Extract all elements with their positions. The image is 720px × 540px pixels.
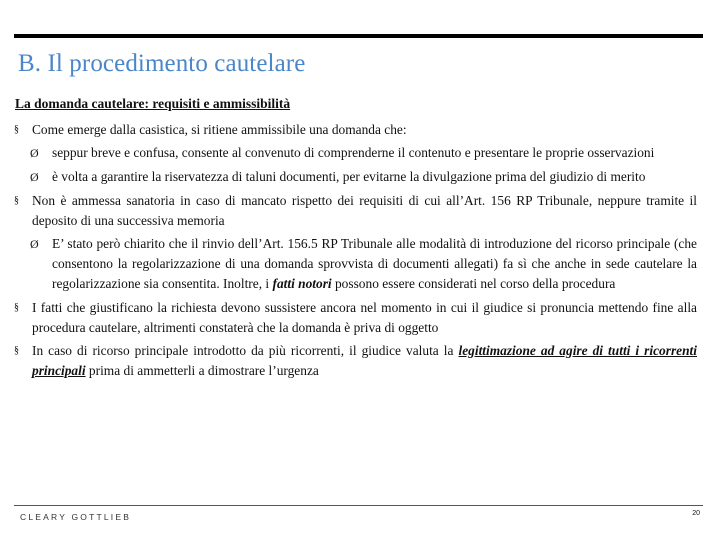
sub-bullet-text bbox=[52, 236, 697, 291]
bullet-text: I fatti che giustificano la richiesta devono sussistere ancora nel momento in cui il giudice si pronuncia mettendo fine alla procedura cautelare, altrimenti constaterà che la domanda è priva di oggetto bbox=[32, 300, 697, 335]
bullet-text: Come emerge dalla casistica, si ritiene ammissibile una domanda che: bbox=[32, 122, 407, 137]
slide-title: B. Il procedimento cautelare bbox=[18, 50, 306, 77]
sub-bullet-item bbox=[14, 167, 697, 187]
bullet-item bbox=[14, 191, 697, 231]
text-run: possono essere considerati nel corso della procedura bbox=[331, 276, 616, 291]
bullet-icon: § bbox=[14, 124, 19, 135]
bullet-item bbox=[14, 341, 697, 381]
arrow-icon: Ø bbox=[30, 237, 39, 251]
text-run: prima di ammetterli a dimostrare l’urgenza bbox=[85, 363, 319, 378]
emphasis-text: fatti notori bbox=[272, 276, 332, 291]
sub-bullet-text: seppur breve e confusa, consente al convenuto di comprenderne il contenuto e presentare le proprie osservazioni bbox=[52, 145, 655, 160]
top-divider bbox=[14, 34, 703, 38]
slide-content bbox=[14, 120, 697, 384]
bullet-item bbox=[14, 298, 697, 338]
arrow-icon: Ø bbox=[30, 146, 39, 160]
arrow-icon: Ø bbox=[30, 170, 39, 184]
bullet-icon: § bbox=[14, 345, 19, 356]
bullet-text: Non è ammessa sanatoria in caso di mancato rispetto dei requisiti di cui all’Art. 156 RP Tribunale, neppure tramite il deposito di una successiva memoria bbox=[32, 193, 697, 228]
bullet-text bbox=[32, 343, 697, 378]
sub-bullet-item bbox=[14, 143, 697, 163]
text-run: E’ stato però chiarito che il rinvio dell’Art. 156.5 RP Tribunale alle modalità di introduzione del ricorso principale (che consentono la regolarizzazione di una domanda sprovvista di documenti allegati) fa sì che anche in sede cautelare la regolarizzazione sia consentita. Inoltre, i bbox=[52, 236, 697, 291]
bullet-icon: § bbox=[14, 302, 19, 313]
bottom-divider bbox=[14, 505, 703, 506]
bullet-icon: § bbox=[14, 195, 19, 206]
text-run: In caso di ricorso principale introdotto da più ricorrenti, il giudice valuta la bbox=[32, 343, 459, 358]
firm-logo: CLEARY GOTTLIEB bbox=[20, 512, 132, 522]
slide-subtitle: La domanda cautelare: requisiti e ammissibilità bbox=[15, 96, 291, 111]
bullet-item bbox=[14, 120, 697, 140]
page-number: 20 bbox=[692, 510, 700, 517]
sub-bullet-text: è volta a garantire la riservatezza di taluni documenti, per evitarne la divulgazione prima del giudizio di merito bbox=[52, 169, 646, 184]
sub-bullet-item bbox=[14, 234, 697, 294]
emphasis-text: legittimazione ad agire di tutti i ricorrenti principali bbox=[32, 343, 697, 378]
